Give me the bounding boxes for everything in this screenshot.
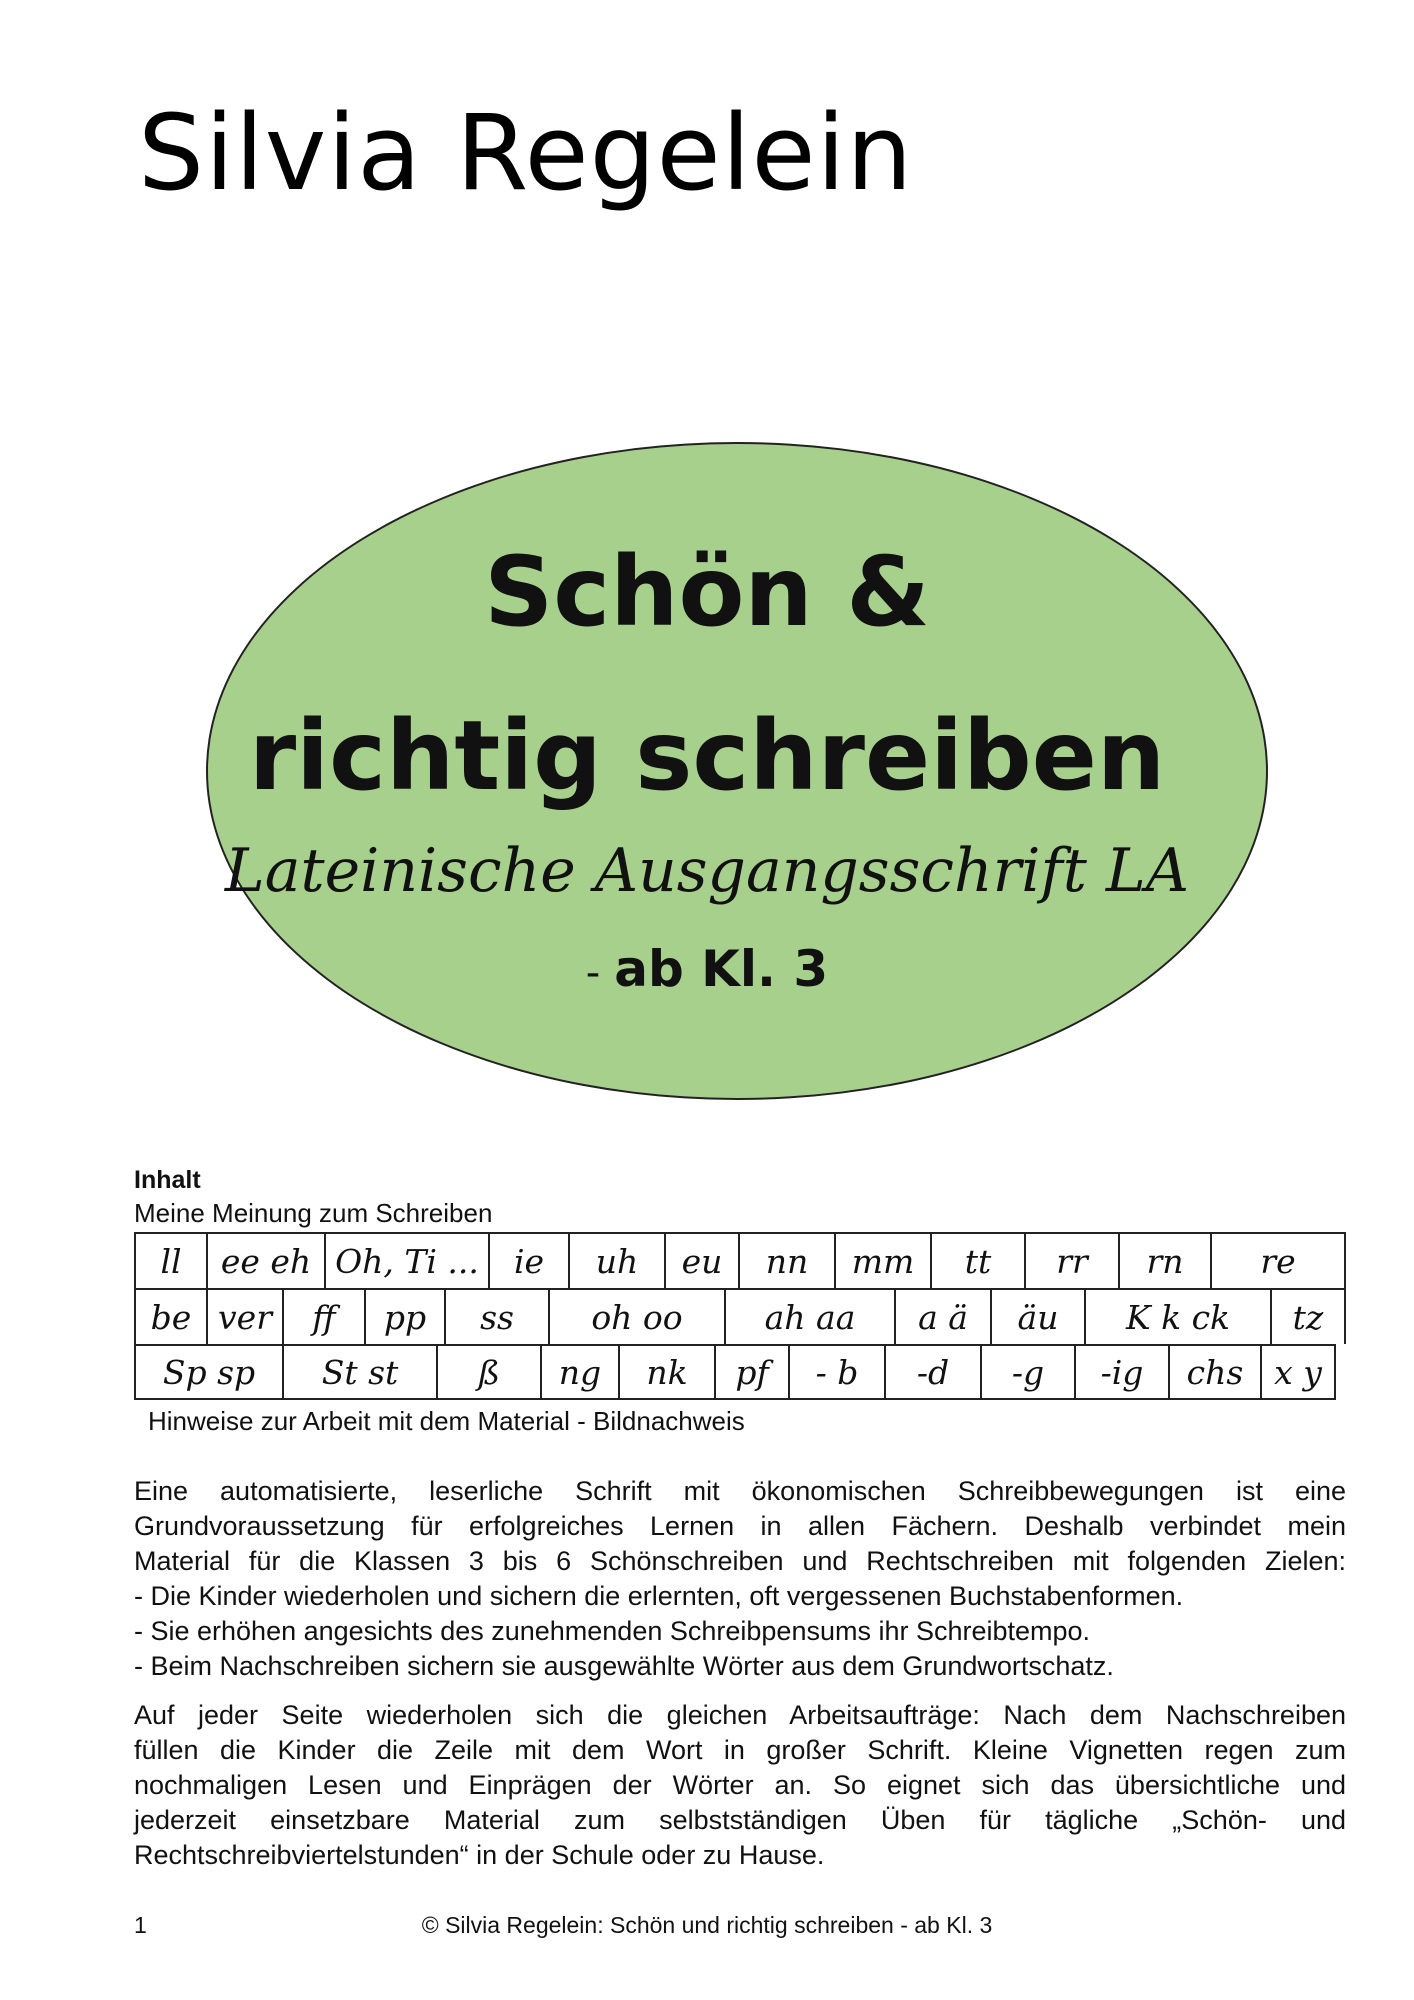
toc-cell: äu [990,1288,1084,1344]
toc-cell: nk [618,1344,714,1400]
toc-cell: -g [980,1344,1074,1400]
paragraph-line: Auf jeder Seite wiederholen sich die gleichen Arbeitsaufträge: Nach dem Nachschreiben [134,1700,1346,1730]
paragraph-line: jederzeit einsetzbare Material zum selbstständigen Üben für tägliche „Schön- und [134,1805,1346,1835]
toc-cell: ah aa [724,1288,894,1344]
toc-cell: eu [664,1232,738,1288]
toc-cell: tt [930,1232,1024,1288]
toc-cell: Oh, Ti ... [324,1232,488,1288]
toc-cell: be [134,1288,206,1344]
author-name: Silvia Regelein [138,92,914,214]
grade-dash: - [585,950,601,996]
toc-cell: rr [1024,1232,1118,1288]
toc-cell: ff [282,1288,364,1344]
toc-cell: ß [436,1344,540,1400]
toc-row-3 [134,1344,1346,1400]
toc-cell: a ä [894,1288,990,1344]
toc-cell: ng [540,1344,618,1400]
toc-cell: ee eh [206,1232,324,1288]
intro-paragraph-1 [134,1474,1346,1684]
toc-last-entry: Hinweise zur Arbeit mit dem Material - Bildnachweis [148,1406,745,1436]
paragraph-line: Eine automatisierte, leserliche Schrift mit ökonomischen Schreibbewegungen ist eine [134,1476,1346,1506]
toc-cell: ver [206,1288,282,1344]
paragraph-line: füllen die Kinder die Zeile mit dem Wort in großer Schrift. Kleine Vignetten regen zum [134,1735,1346,1765]
toc-cell: Sp sp [134,1344,282,1400]
toc-heading: Inhalt [134,1166,201,1194]
title-line-1: Schön & [484,536,930,648]
toc-cell: x y [1260,1344,1336,1400]
title-line-2: richtig schreiben [248,700,1166,812]
paragraph-line: nochmaligen Lesen und Einprägen der Wörter an. So eignet sich das übersichtliche und [134,1770,1346,1800]
toc-cell: chs [1168,1344,1260,1400]
grade-text: ab Kl. 3 [614,940,829,998]
toc-cell: mm [834,1232,930,1288]
toc-cell: oh oo [548,1288,724,1344]
toc-cell: re [1210,1232,1346,1288]
toc-cell: nn [738,1232,834,1288]
toc-cell: tz [1270,1288,1346,1344]
paragraph-line: Grundvoraussetzung für erfolgreiches Lernen in allen Fächern. Deshalb verbindet mein [134,1511,1346,1541]
toc-cell: - b [788,1344,884,1400]
toc-cell: -d [884,1344,980,1400]
toc-cell: St st [282,1344,436,1400]
intro-paragraph-2 [134,1698,1346,1873]
toc-cell: uh [568,1232,664,1288]
toc-cell: ie [488,1232,568,1288]
paragraph-line: - Sie erhöhen angesichts des zunehmenden Schreibpensums ihr Schreibtempo. [134,1616,1091,1646]
toc-cell: pp [364,1288,444,1344]
toc-cell: rn [1118,1232,1210,1288]
toc-row-2 [134,1288,1346,1344]
toc-first-entry: Meine Meinung zum Schreiben [134,1198,493,1228]
paragraph-line: Rechtschreibviertelstunden“ in der Schule oder zu Hause. [134,1840,825,1870]
paragraph-line: - Beim Nachschreiben sichern sie ausgewählte Wörter aus dem Grundwortschatz. [134,1651,1114,1681]
toc-cell: ll [134,1232,206,1288]
paragraph-line: - Die Kinder wiederholen und sichern die erlernten, oft vergessenen Buchstabenformen. [134,1581,1184,1611]
toc-row-1 [134,1232,1346,1288]
footer-copyright: © Silvia Regelein: Schön und richtig schreiben - ab Kl. 3 [421,1912,993,1938]
toc-cell: ss [444,1288,548,1344]
page-number: 1 [134,1912,147,1938]
grade-level [0,940,1414,998]
toc-cell: -ig [1074,1344,1168,1400]
paragraph-line: Material für die Klassen 3 bis 6 Schönschreiben und Rechtschreiben mit folgenden Zielen: [134,1546,1346,1576]
toc-cell: K k ck [1084,1288,1270,1344]
toc-cell: pf [714,1344,788,1400]
script-subtitle: Lateinische Ausgangsschrift LA [224,836,1190,906]
